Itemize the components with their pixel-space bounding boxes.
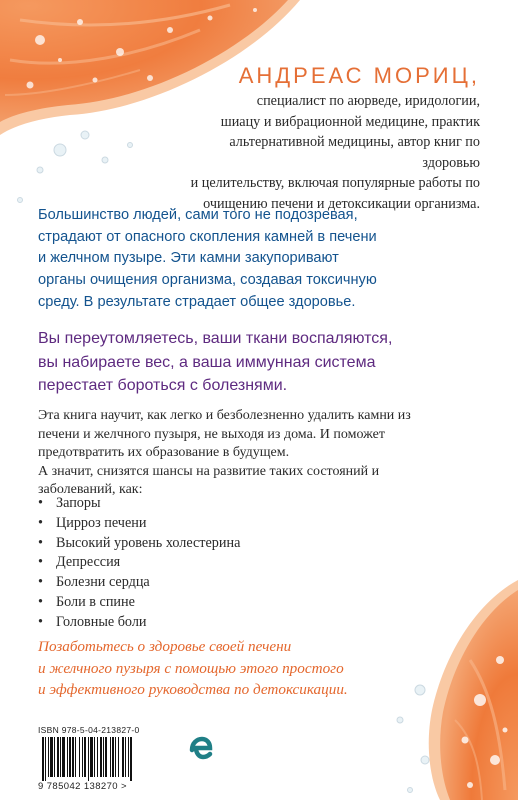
lead-line: среду. В результате страдает общее здоровье. [38, 293, 356, 310]
warning-line: вы набираете вес, а ваша иммунная система [38, 353, 376, 371]
list-item [38, 573, 240, 593]
author-bio-line: альтернативной медицины, автор книг по здоровью [229, 134, 480, 171]
lead-paragraph [38, 205, 483, 314]
condition-label: Высокий уровень холестерина [56, 534, 241, 551]
warning-paragraph [38, 327, 488, 398]
list-item [38, 514, 240, 534]
lead-line: и желчном пузыре. Эти камни закупоривают [38, 250, 339, 267]
author-bio-line: и целительству, включая популярные работы по [190, 175, 480, 191]
bullet-icon: • [38, 554, 43, 571]
bullet-icon: • [38, 514, 43, 531]
bullet-icon: • [38, 613, 43, 630]
barcode-digits: 9 785042 138270 > [38, 781, 127, 792]
closing-line: и эффективного руководства по детоксикации. [38, 681, 348, 698]
isbn-block [38, 725, 158, 792]
description-line: заболеваний, как: [38, 482, 143, 497]
closing-line: и желчного пузыря с помощью этого простого [38, 659, 344, 677]
description-line: А значит, снизятся шансы на развитие таких состояний и [38, 463, 380, 479]
description-line: печени и желчного пузыря, не выходя из дома. И поможет [38, 426, 385, 442]
lead-line: Большинство людей, сами того не подозревая, [38, 207, 358, 223]
lead-line: страдают от опасного скопления камней в печени [38, 228, 377, 245]
conditions-list [38, 494, 240, 633]
author-name: АНДРЕАС МОРИЦ, [238, 63, 480, 88]
closing-line: Позаботьтесь о здоровье своей печени [38, 638, 292, 655]
bullet-icon: • [38, 574, 43, 591]
bullet-icon: • [38, 593, 43, 610]
bullet-icon: • [38, 534, 43, 551]
warning-line: Вы переутомляетесь, ваши ткани воспаляются, [38, 330, 393, 347]
lead-line: органы очищения организма, создавая токсичную [38, 272, 377, 289]
description-paragraph [38, 407, 488, 500]
condition-label: Боли в спине [56, 593, 135, 610]
author-bio-line: шиацу и вибрационной медицине, практик [220, 113, 480, 130]
barcode-icon [38, 737, 156, 781]
condition-label: Головные боли [56, 613, 147, 630]
condition-label: Депрессия [56, 554, 121, 571]
list-item [38, 593, 240, 613]
closing-paragraph [38, 636, 478, 701]
description-line: Эта книга научит, как легко и безболезненно удалить камни из [38, 408, 411, 423]
list-item [38, 534, 240, 554]
isbn-label: ISBN 978-5-04-213827-0 [38, 725, 140, 735]
author-bio-line: специалист по аюрведе, иридологии, [256, 93, 480, 109]
author-bio [180, 91, 480, 214]
warning-line: перестает бороться с болезнями. [38, 377, 288, 394]
author-block [180, 63, 480, 214]
description-line: предотвратить их образование в будущем. [38, 445, 290, 460]
condition-label: Цирроз печени [56, 514, 147, 531]
publisher-logo-icon [188, 735, 214, 765]
author-bio-line: очищению печени и детоксикации организма. [203, 195, 480, 212]
condition-label: Запоры [56, 495, 101, 511]
list-item [38, 553, 240, 573]
condition-label: Болезни сердца [56, 574, 150, 591]
list-item [38, 494, 240, 514]
list-item [38, 613, 240, 633]
bullet-icon: • [38, 495, 43, 511]
